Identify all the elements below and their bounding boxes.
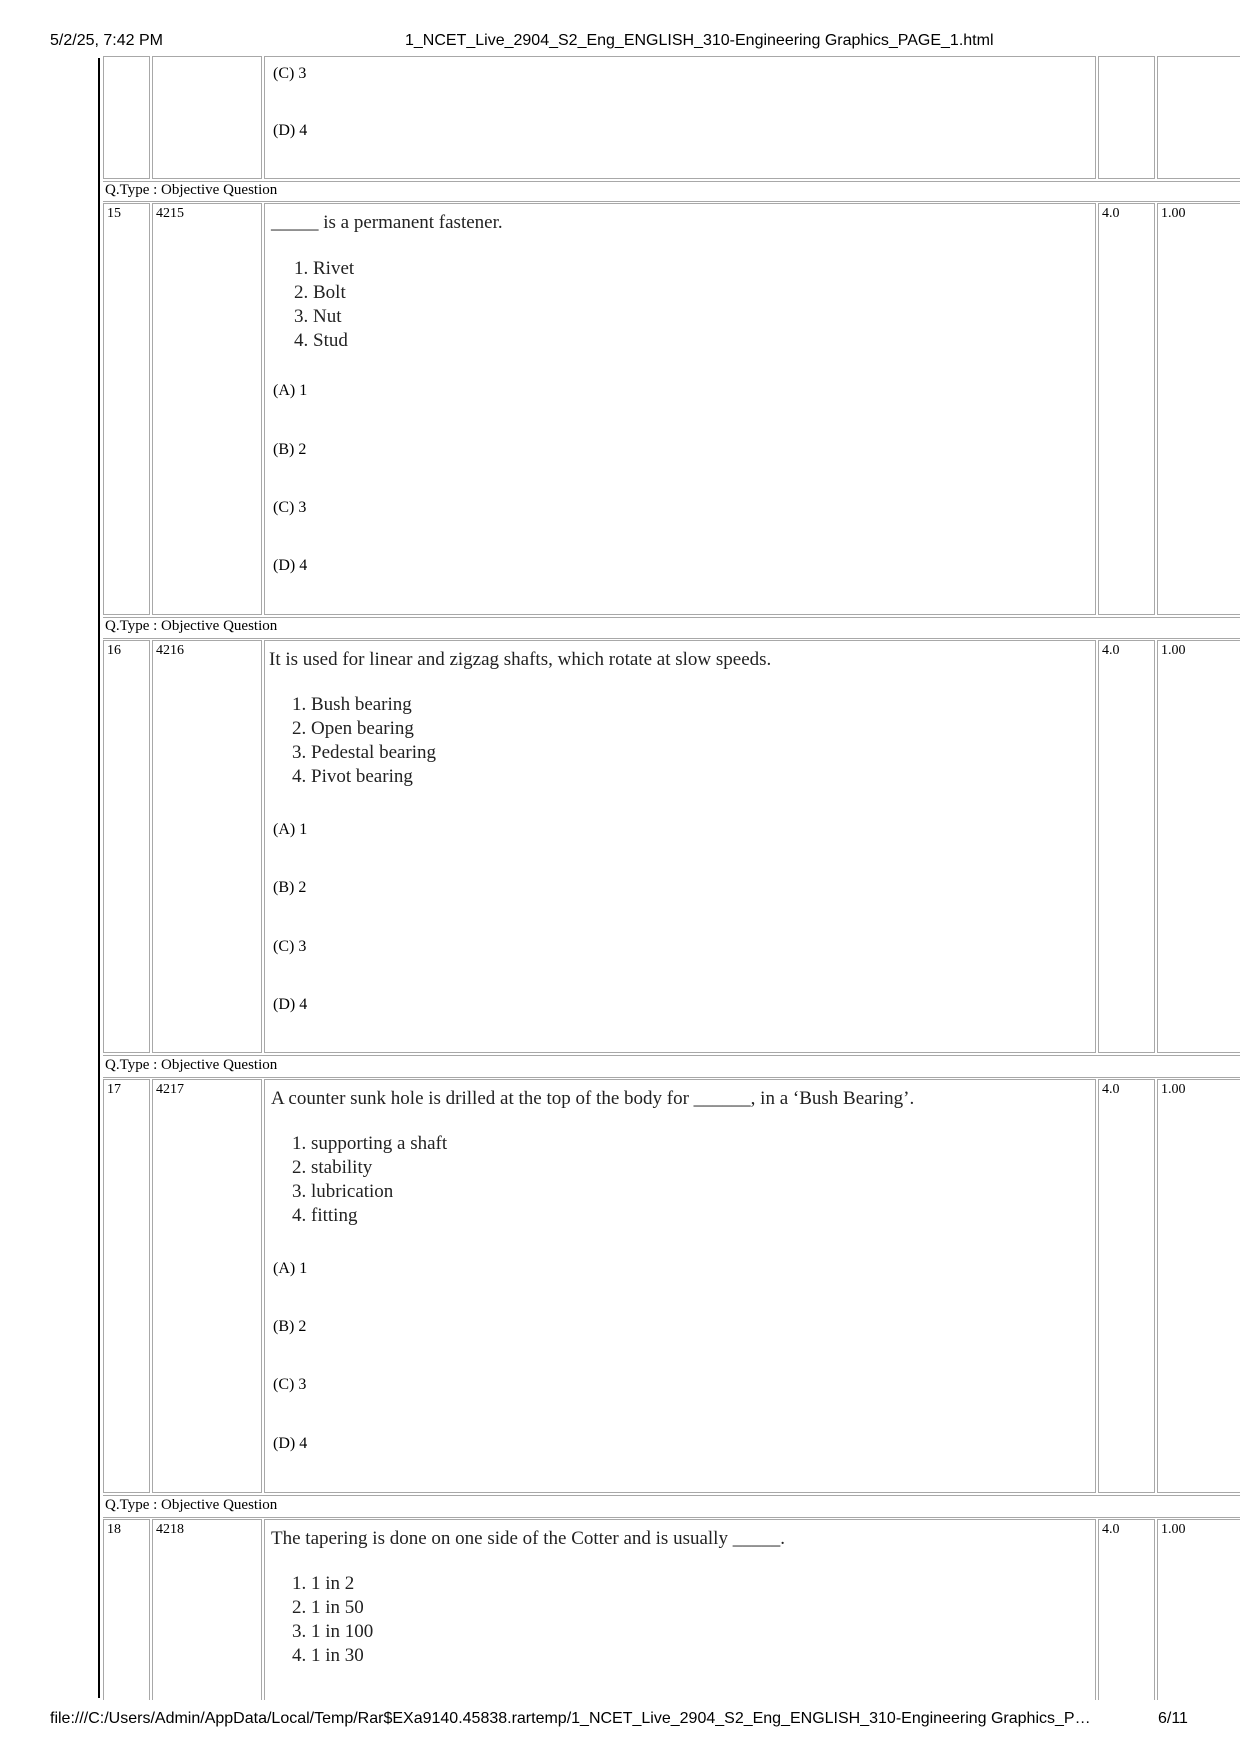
prev-marks-cell	[1098, 56, 1155, 179]
file-path-footer: file:///C:/Users/Admin/AppData/Local/Temp/Rar$EXa9140.45838.rartemp/1_NCET_Live_2904_S2_Eng_ENGLISH_310-Engineering Graphics_P…	[50, 1710, 1091, 1727]
separator	[103, 1077, 1240, 1078]
prev-num-cell	[103, 56, 150, 179]
question-id-cell	[152, 640, 262, 1053]
qtype-label: Q.Type : Objective Question	[105, 618, 278, 634]
choice-item: 3. Nut	[313, 305, 354, 329]
question-number-cell	[103, 203, 150, 615]
choice-list	[271, 1132, 447, 1228]
choice-item: 4. Pivot bearing	[311, 765, 436, 789]
prev-id-cell	[152, 56, 262, 179]
marks-cell	[1098, 203, 1155, 615]
choice-item: 1. Bush bearing	[311, 693, 436, 717]
option-a: (A) 1	[273, 382, 308, 399]
question-number: 18	[107, 1522, 121, 1537]
question-number-cell	[103, 1519, 150, 1700]
question-body-cell	[264, 1519, 1096, 1700]
option-b: (B) 2	[273, 1318, 307, 1335]
prev-question-cell	[264, 56, 1096, 179]
option-b: (B) 2	[273, 879, 307, 896]
question-text: A counter sunk hole is drilled at the top of the body for ______, in a ‘Bush Bearing’.	[271, 1088, 915, 1109]
option-c: (C) 3	[273, 499, 307, 516]
marks-cell	[1098, 1079, 1155, 1493]
negative-marks-value: 1.00	[1161, 206, 1186, 221]
question-body-cell	[264, 640, 1096, 1053]
qtype-label: Q.Type : Objective Question	[105, 1497, 278, 1513]
option-c: (C) 3	[273, 938, 307, 955]
question-text: _____ is a permanent fastener.	[271, 212, 503, 233]
separator	[103, 638, 1240, 639]
negative-marks-value: 1.00	[1161, 643, 1186, 658]
separator	[103, 201, 1240, 202]
marks-value: 4.0	[1102, 1522, 1120, 1537]
question-id-cell	[152, 1079, 262, 1493]
question-number: 17	[107, 1082, 121, 1097]
option-d: (D) 4	[273, 996, 308, 1013]
table-outer-border	[98, 58, 100, 1698]
question-id: 4216	[156, 643, 184, 658]
question-number: 15	[107, 206, 121, 221]
question-id-cell	[152, 1519, 262, 1700]
prev-neg-cell	[1157, 56, 1240, 179]
choice-item: 3. Pedestal bearing	[311, 741, 436, 765]
document-title: 1_NCET_Live_2904_S2_Eng_ENGLISH_310-Engineering Graphics_PAGE_1.html	[405, 32, 994, 49]
prev-option-d: (D) 4	[273, 122, 308, 139]
question-body-cell	[264, 203, 1096, 615]
marks-cell	[1098, 640, 1155, 1053]
option-a: (A) 1	[273, 1260, 308, 1277]
negative-marks-cell	[1157, 1519, 1240, 1700]
question-number-cell	[103, 1079, 150, 1493]
prev-option-c: (C) 3	[273, 65, 307, 82]
question-body-cell	[264, 1079, 1096, 1493]
qtype-label: Q.Type : Objective Question	[105, 182, 278, 198]
question-id: 4215	[156, 206, 184, 221]
negative-marks-value: 1.00	[1161, 1082, 1186, 1097]
page-indicator: 6/11	[1158, 1710, 1188, 1727]
question-text: It is used for linear and zigzag shafts, which rotate at slow speeds.	[269, 649, 772, 670]
negative-marks-cell	[1157, 203, 1240, 615]
choice-item: 1. 1 in 2	[311, 1572, 373, 1596]
separator	[103, 1495, 1240, 1496]
question-number: 16	[107, 643, 121, 658]
qtype-label: Q.Type : Objective Question	[105, 1057, 278, 1073]
question-number-cell	[103, 640, 150, 1053]
marks-value: 4.0	[1102, 1082, 1120, 1097]
print-datetime: 5/2/25, 7:42 PM	[50, 32, 163, 49]
option-d: (D) 4	[273, 557, 308, 574]
choice-list	[271, 693, 436, 789]
option-b: (B) 2	[273, 441, 307, 458]
choice-item: 4. Stud	[313, 329, 354, 353]
option-d: (D) 4	[273, 1435, 308, 1452]
negative-marks-cell	[1157, 1079, 1240, 1493]
marks-cell	[1098, 1519, 1155, 1700]
question-id: 4217	[156, 1082, 184, 1097]
separator	[103, 1055, 1240, 1056]
marks-value: 4.0	[1102, 643, 1120, 658]
choice-item: 4. fitting	[311, 1204, 447, 1228]
option-a: (A) 1	[273, 821, 308, 838]
choice-item: 2. stability	[311, 1156, 447, 1180]
choice-item: 1. supporting a shaft	[311, 1132, 447, 1156]
question-id-cell	[152, 203, 262, 615]
choice-item: 2. Bolt	[313, 281, 354, 305]
choice-item: 3. 1 in 100	[311, 1620, 373, 1644]
negative-marks-cell	[1157, 640, 1240, 1053]
choice-item: 2. 1 in 50	[311, 1596, 373, 1620]
choice-item: 4. 1 in 30	[311, 1644, 373, 1668]
choice-list	[271, 1572, 373, 1668]
choice-item: 1. Rivet	[313, 257, 354, 281]
option-c: (C) 3	[273, 1376, 307, 1393]
question-text: The tapering is done on one side of the Cotter and is usually _____.	[271, 1528, 785, 1549]
choice-item: 3. lubrication	[311, 1180, 447, 1204]
question-id: 4218	[156, 1522, 184, 1537]
separator	[103, 1517, 1240, 1518]
choice-list	[273, 257, 354, 353]
choice-item: 2. Open bearing	[311, 717, 436, 741]
negative-marks-value: 1.00	[1161, 1522, 1186, 1537]
marks-value: 4.0	[1102, 206, 1120, 221]
